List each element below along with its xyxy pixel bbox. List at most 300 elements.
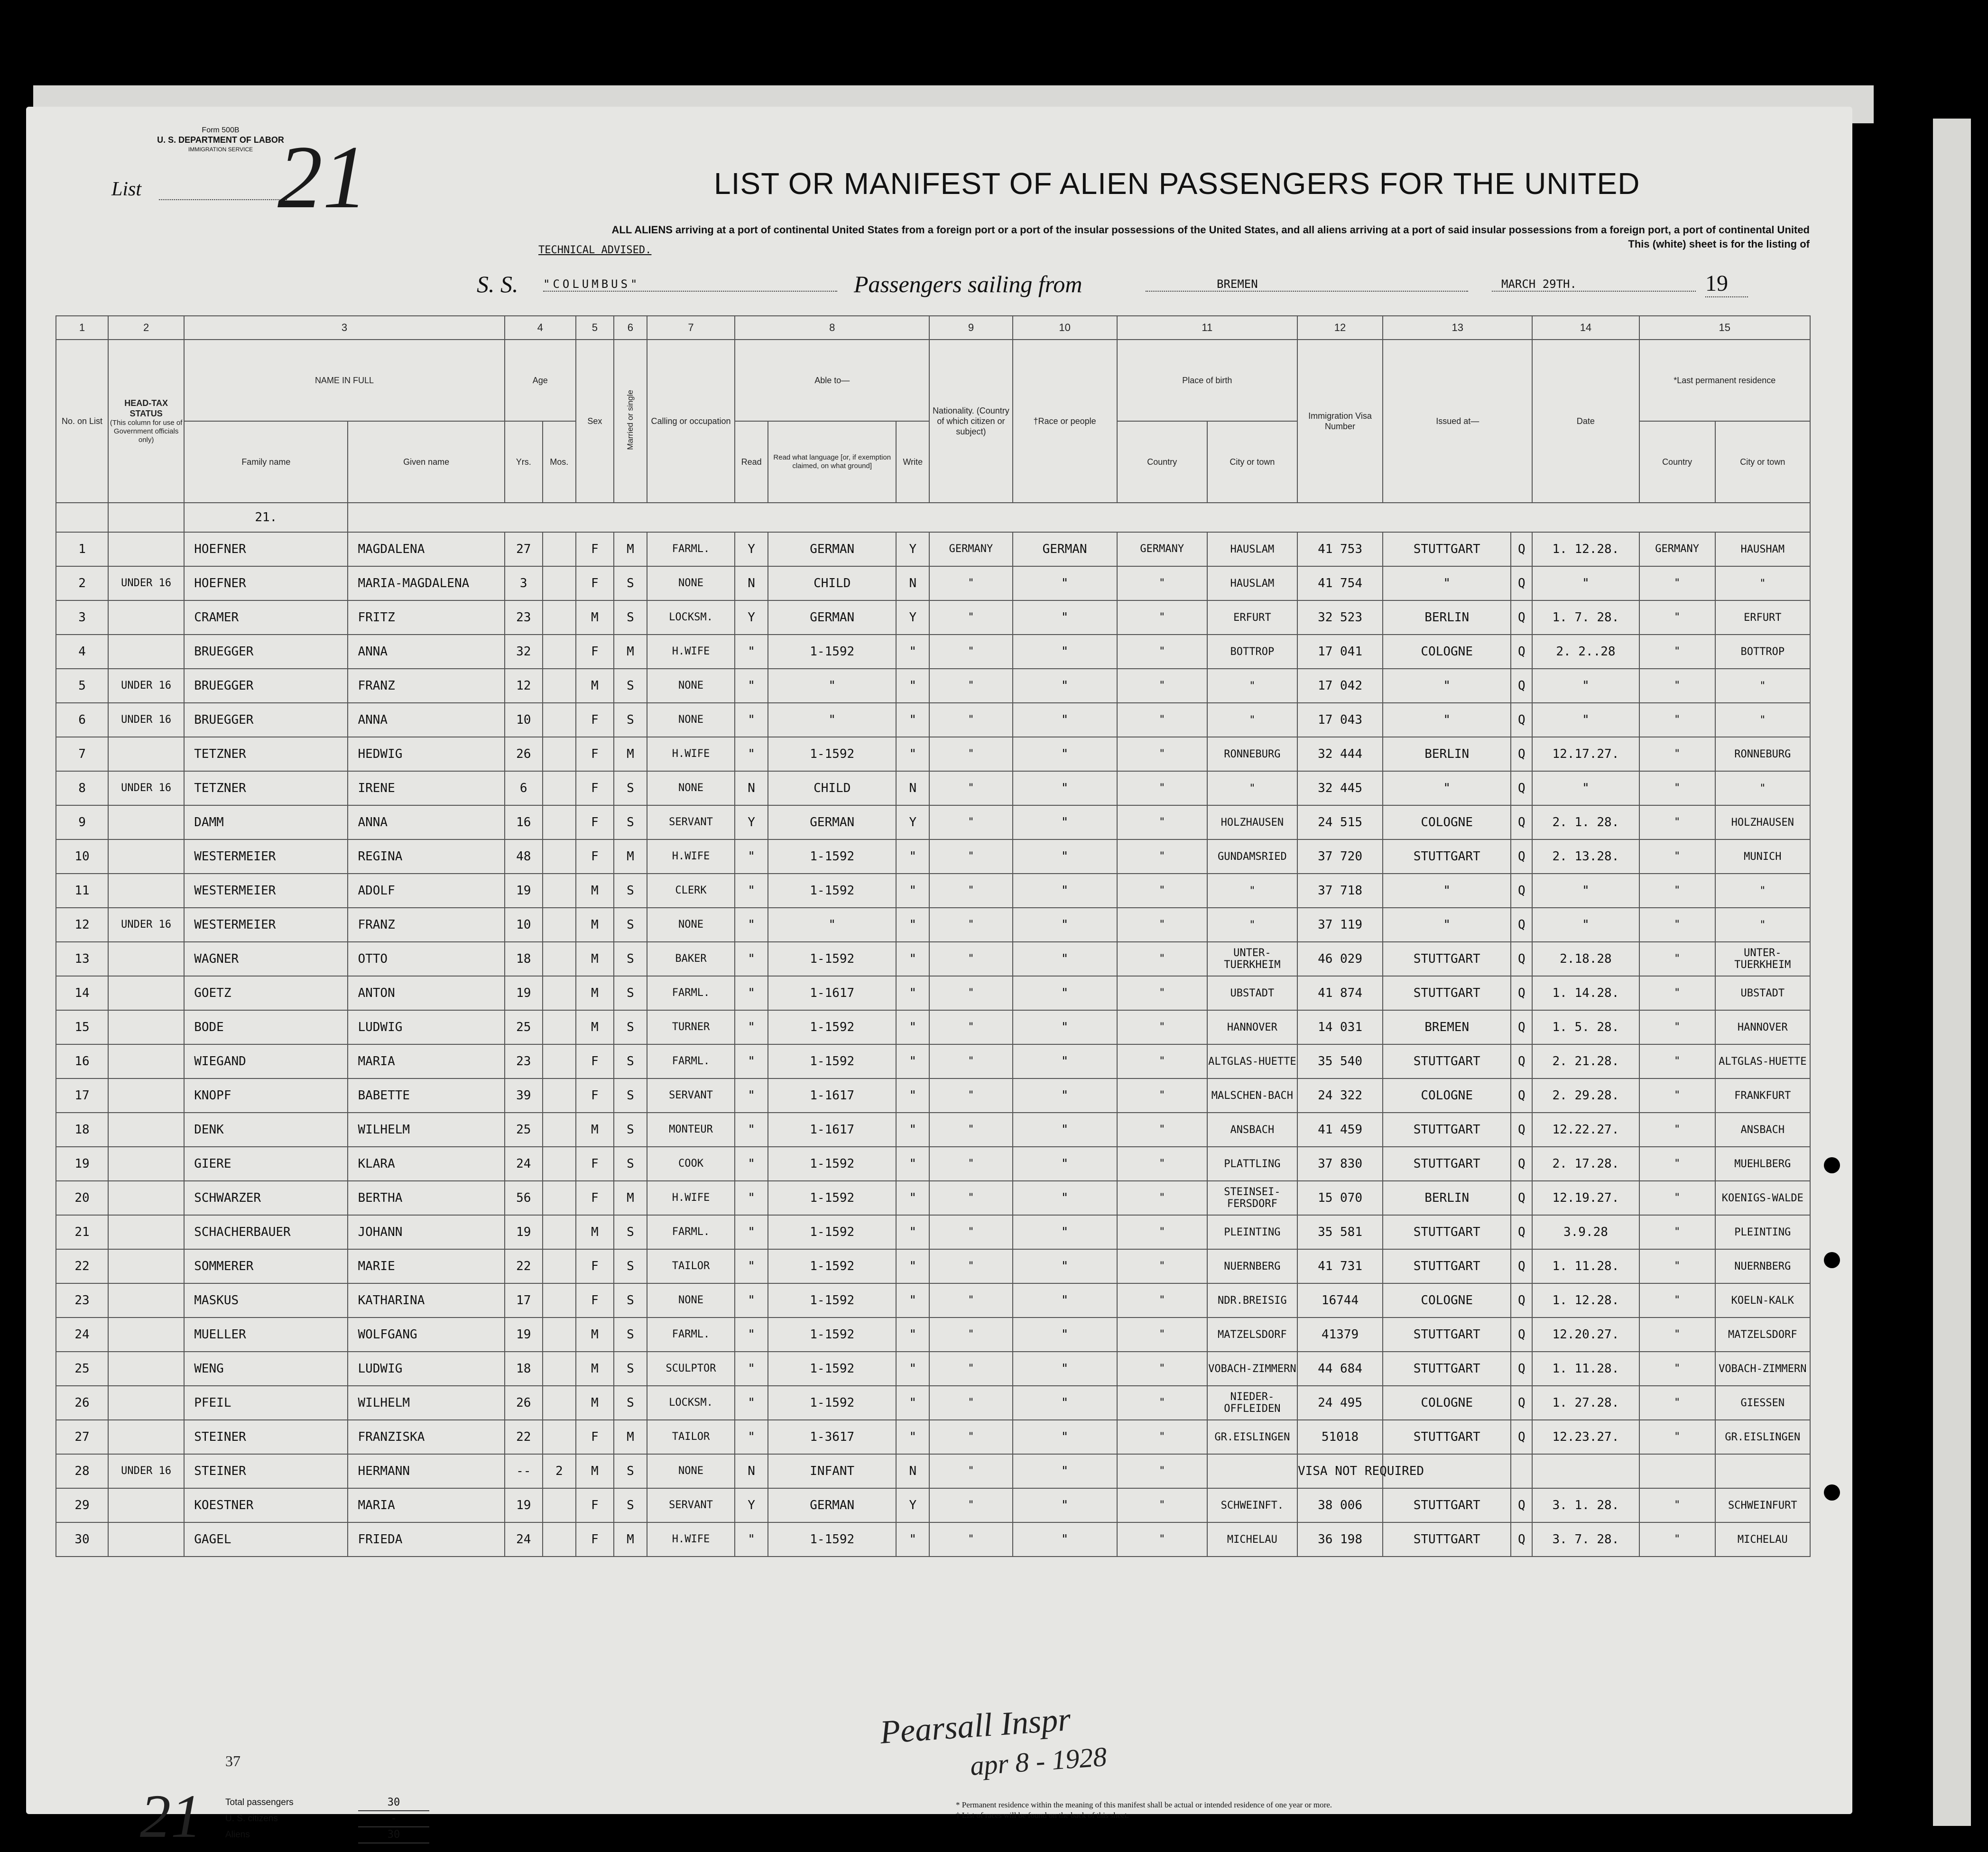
race-header: †Race or people [1013, 340, 1117, 503]
race-or-people: " [1013, 942, 1117, 976]
binder-hole [1824, 1252, 1840, 1268]
age-months [543, 600, 576, 635]
can-write: Y [896, 805, 929, 839]
birth-city: " [1207, 908, 1297, 942]
age-months [543, 703, 576, 737]
age-years: 10 [505, 703, 543, 737]
read-language: 1-1592 [768, 1147, 896, 1181]
row-number: 8 [56, 771, 108, 805]
age-years: 22 [505, 1249, 543, 1283]
race-or-people: " [1013, 805, 1117, 839]
technical-notice: TECHNICAL ADVISED. [538, 244, 652, 256]
departure-year: 19 [1705, 270, 1748, 297]
age-years: 48 [505, 839, 543, 874]
sex: F [576, 1522, 614, 1557]
race-or-people: " [1013, 1010, 1117, 1044]
birth-country: " [1117, 1352, 1207, 1386]
head-tax-status [108, 1078, 184, 1113]
family-name: SCHWARZER [184, 1181, 348, 1215]
nationality: " [929, 1318, 1012, 1352]
birth-city: NIEDER-OFFLEIDEN [1207, 1386, 1297, 1420]
head-tax-status: UNDER 16 [108, 566, 184, 600]
can-read: " [735, 1318, 768, 1352]
read-language: " [768, 669, 896, 703]
residence-country: " [1639, 1215, 1715, 1249]
read-language-header: Read what language [or, if exemption claimed, on what ground] [768, 421, 896, 503]
birth-country: " [1117, 1215, 1207, 1249]
birth-country-header: Country [1117, 421, 1207, 503]
marital-status: S [614, 566, 647, 600]
age-months [543, 1215, 576, 1249]
visa-date: 2. 21.28. [1532, 1044, 1639, 1078]
blank-cell [108, 503, 184, 532]
quota-mark: Q [1511, 532, 1532, 566]
age-months [543, 874, 576, 908]
age-years: 19 [505, 1488, 543, 1522]
visa-date: 2. 17.28. [1532, 1147, 1639, 1181]
married-header-text: Married or single [625, 390, 635, 450]
birth-country: " [1117, 566, 1207, 600]
issued-at: STUTTGART [1383, 1318, 1511, 1352]
occupation: NONE [647, 771, 735, 805]
residence-city: MICHELAU [1715, 1522, 1810, 1557]
age-years: 10 [505, 908, 543, 942]
table-row [56, 942, 1810, 976]
birth-country: " [1117, 1249, 1207, 1283]
visa-date: " [1532, 771, 1639, 805]
sex: F [576, 1283, 614, 1318]
read-language: 1-1592 [768, 874, 896, 908]
read-language: 1-1592 [768, 1044, 896, 1078]
residence-country: " [1639, 1352, 1715, 1386]
birth-city: NUERNBERG [1207, 1249, 1297, 1283]
read-language: 1-1592 [768, 1181, 896, 1215]
sex: F [576, 532, 614, 566]
age-months [543, 1181, 576, 1215]
family-name: BRUEGGER [184, 703, 348, 737]
marital-status: S [614, 874, 647, 908]
table-row [56, 1352, 1810, 1386]
quota-mark: Q [1511, 1044, 1532, 1078]
marital-status: M [614, 737, 647, 771]
occupation: H.WIFE [647, 635, 735, 669]
given-name: HERMANN [348, 1454, 504, 1488]
residence-country: " [1639, 839, 1715, 874]
aliens-value: 30 [358, 1827, 429, 1843]
can-write: " [896, 874, 929, 908]
residence-city: HANNOVER [1715, 1010, 1810, 1044]
age-years: 6 [505, 771, 543, 805]
can-read: " [735, 669, 768, 703]
race-or-people: " [1013, 669, 1117, 703]
table-row [56, 1420, 1810, 1454]
page-title: LIST OR MANIFEST OF ALIEN PASSENGERS FOR THE UNITED [714, 166, 1640, 201]
table-row [56, 737, 1810, 771]
visa-number: 41 874 [1297, 976, 1383, 1010]
passenger-totals [225, 1795, 429, 1843]
calling-header: Calling or occupation [647, 340, 735, 503]
quota-mark: Q [1511, 1078, 1532, 1113]
visa-number: 41 731 [1297, 1249, 1383, 1283]
visa-number: 41379 [1297, 1318, 1383, 1352]
quota-mark: Q [1511, 908, 1532, 942]
nationality: " [929, 1181, 1012, 1215]
visa-number: 14 031 [1297, 1010, 1383, 1044]
given-name: ANNA [348, 805, 504, 839]
can-read: Y [735, 532, 768, 566]
residence-city: " [1715, 669, 1810, 703]
table-row [56, 1522, 1810, 1557]
can-read: " [735, 908, 768, 942]
race-or-people: " [1013, 1215, 1117, 1249]
race-or-people: " [1013, 1113, 1117, 1147]
read-language: 1-1592 [768, 942, 896, 976]
row-number: 23 [56, 1283, 108, 1318]
residence-country: " [1639, 566, 1715, 600]
age-years: 23 [505, 600, 543, 635]
visa-number: 24 495 [1297, 1386, 1383, 1420]
race-or-people: " [1013, 1078, 1117, 1113]
sex: M [576, 1352, 614, 1386]
occupation: FARML. [647, 1215, 735, 1249]
table-row [56, 1044, 1810, 1078]
sex: F [576, 1147, 614, 1181]
row-number: 14 [56, 976, 108, 1010]
quota-mark: Q [1511, 942, 1532, 976]
family-name: STEINER [184, 1454, 348, 1488]
row-number: 29 [56, 1488, 108, 1522]
visa-date: 3.9.28 [1532, 1215, 1639, 1249]
can-write: " [896, 942, 929, 976]
binder-hole [1824, 1484, 1840, 1501]
nationality: " [929, 1283, 1012, 1318]
read-language: INFANT [768, 1454, 896, 1488]
can-read: " [735, 1249, 768, 1283]
family-name: PFEIL [184, 1386, 348, 1420]
row-number: 4 [56, 635, 108, 669]
visa-date: " [1532, 874, 1639, 908]
issued-at: BERLIN [1383, 1181, 1511, 1215]
row-number: 19 [56, 1147, 108, 1181]
given-name: FRANZ [348, 908, 504, 942]
head-tax-status [108, 1044, 184, 1078]
visa-number-header: Immigration Visa Number [1297, 340, 1383, 503]
race-or-people: " [1013, 1181, 1117, 1215]
race-or-people: " [1013, 771, 1117, 805]
table-row [56, 1215, 1810, 1249]
family-name: BRUEGGER [184, 669, 348, 703]
table-row [56, 1283, 1810, 1318]
age-years: 24 [505, 1147, 543, 1181]
table-row [56, 839, 1810, 874]
read-language: " [768, 908, 896, 942]
family-name: DENK [184, 1113, 348, 1147]
nationality: " [929, 1010, 1012, 1044]
table-row [56, 1488, 1810, 1522]
visa-number: 51018 [1297, 1420, 1383, 1454]
sex: M [576, 1386, 614, 1420]
occupation: SERVANT [647, 1078, 735, 1113]
visa-number: 32 444 [1297, 737, 1383, 771]
departure-date: MARCH 29TH. [1492, 277, 1696, 292]
read-language: CHILD [768, 566, 896, 600]
head-tax-header [108, 340, 184, 503]
age-months [543, 566, 576, 600]
col-num: 3 [184, 316, 505, 340]
birth-country: " [1117, 942, 1207, 976]
age-months [543, 1147, 576, 1181]
head-tax-status [108, 805, 184, 839]
visa-number: 38 006 [1297, 1488, 1383, 1522]
can-write: " [896, 737, 929, 771]
issued-at: BERLIN [1383, 600, 1511, 635]
race-or-people: " [1013, 1386, 1117, 1420]
race-or-people: " [1013, 1352, 1117, 1386]
birth-city: NDR.BREISIG [1207, 1283, 1297, 1318]
col-num: 8 [735, 316, 929, 340]
quota-mark: Q [1511, 1147, 1532, 1181]
birth-city: GUNDAMSRIED [1207, 839, 1297, 874]
race-or-people: " [1013, 874, 1117, 908]
head-tax-status [108, 874, 184, 908]
visa-date: " [1532, 566, 1639, 600]
row-number: 30 [56, 1522, 108, 1557]
family-name: WIEGAND [184, 1044, 348, 1078]
can-read: " [735, 839, 768, 874]
nationality: " [929, 874, 1012, 908]
birth-city: ERFURT [1207, 600, 1297, 635]
race-or-people: " [1013, 635, 1117, 669]
age-years: 18 [505, 1352, 543, 1386]
sex: M [576, 1318, 614, 1352]
race-or-people: " [1013, 1249, 1117, 1283]
birth-country: " [1117, 1283, 1207, 1318]
age-months [543, 1078, 576, 1113]
marital-status: S [614, 1215, 647, 1249]
race-or-people: " [1013, 600, 1117, 635]
can-write: N [896, 1454, 929, 1488]
head-tax-status [108, 1181, 184, 1215]
quota-mark: Q [1511, 874, 1532, 908]
visa-number: 32 523 [1297, 600, 1383, 635]
can-read: " [735, 703, 768, 737]
given-name: REGINA [348, 839, 504, 874]
sex: M [576, 942, 614, 976]
row-number: 18 [56, 1113, 108, 1147]
inspection-date: apr 8 - 1928 [969, 1741, 1108, 1781]
nationality: " [929, 703, 1012, 737]
can-write: " [896, 1283, 929, 1318]
can-write: " [896, 1078, 929, 1113]
age-years: 25 [505, 1010, 543, 1044]
can-write: " [896, 703, 929, 737]
read-language: CHILD [768, 771, 896, 805]
birth-country: " [1117, 874, 1207, 908]
given-name: WOLFGANG [348, 1318, 504, 1352]
given-name: WILHELM [348, 1386, 504, 1420]
row-number: 6 [56, 703, 108, 737]
row-number: 15 [56, 1010, 108, 1044]
nationality: " [929, 1215, 1012, 1249]
birth-city [1207, 1454, 1297, 1488]
age-header: Age [505, 340, 576, 421]
row-number: 20 [56, 1181, 108, 1215]
ship-name: "COLUMBUS" [543, 277, 837, 292]
residence-city: ALTGLAS-HUETTE [1715, 1044, 1810, 1078]
table-row [56, 600, 1810, 635]
occupation: H.WIFE [647, 1181, 735, 1215]
can-write: Y [896, 1488, 929, 1522]
col-num: 15 [1639, 316, 1810, 340]
quota-mark: Q [1511, 703, 1532, 737]
subtitle-line-1: ALL ALIENS arriving at a port of continental United States from a foreign port or a port of the insular possessions of the United States, and all aliens arriving at a port of said insular possessions from a foreign port, a port of continental United [611, 224, 1810, 236]
nationality: " [929, 566, 1012, 600]
head-tax-status: UNDER 16 [108, 703, 184, 737]
row-number: 26 [56, 1386, 108, 1420]
read-language: GERMAN [768, 532, 896, 566]
ss-label: S. S. [477, 271, 518, 297]
occupation: TAILOR [647, 1249, 735, 1283]
visa-date: 2. 1. 28. [1532, 805, 1639, 839]
birth-city: MICHELAU [1207, 1522, 1297, 1557]
read-language: 1-1592 [768, 737, 896, 771]
birth-city: PLEINTING [1207, 1215, 1297, 1249]
issued-at: COLOGNE [1383, 1078, 1511, 1113]
head-tax-status [108, 1249, 184, 1283]
occupation: FARML. [647, 976, 735, 1010]
age-years: 22 [505, 1420, 543, 1454]
quota-mark: Q [1511, 1283, 1532, 1318]
us-citizens-row [225, 1811, 429, 1827]
can-write: " [896, 1318, 929, 1352]
can-read: " [735, 1386, 768, 1420]
age-months [543, 737, 576, 771]
marital-status: S [614, 1283, 647, 1318]
race-or-people: " [1013, 1147, 1117, 1181]
total-passengers-row [225, 1795, 429, 1811]
form-department: U. S. DEPARTMENT OF LABOR [157, 135, 284, 145]
form-number: Form 500B [202, 126, 240, 134]
quota-mark: Q [1511, 635, 1532, 669]
can-write: " [896, 1044, 929, 1078]
residence-city: GR.EISLINGEN [1715, 1420, 1810, 1454]
adjacent-sheet-edge [1933, 119, 1971, 1826]
visa-number: 24 322 [1297, 1078, 1383, 1113]
birth-country: " [1117, 600, 1207, 635]
residence-city: " [1715, 771, 1810, 805]
issued-at: STUTTGART [1383, 1113, 1511, 1147]
residence-city: RONNEBURG [1715, 737, 1810, 771]
residence-country: GERMANY [1639, 532, 1715, 566]
occupation: LOCKSM. [647, 1386, 735, 1420]
age-months [543, 805, 576, 839]
sex: M [576, 600, 614, 635]
birth-city: SCHWEINFT. [1207, 1488, 1297, 1522]
given-name: FRANZ [348, 669, 504, 703]
aliens-label: Aliens [225, 1830, 250, 1840]
residence-city: GIESSEN [1715, 1386, 1810, 1420]
issued-at: STUTTGART [1383, 1352, 1511, 1386]
can-read: " [735, 1215, 768, 1249]
birth-city: HANNOVER [1207, 1010, 1297, 1044]
sex: M [576, 976, 614, 1010]
given-name: MARIA-MAGDALENA [348, 566, 504, 600]
given-name: ANTON [348, 976, 504, 1010]
race-or-people: " [1013, 908, 1117, 942]
col-num: 1 [56, 316, 108, 340]
race-or-people: " [1013, 737, 1117, 771]
head-tax-status [108, 839, 184, 874]
birth-country: " [1117, 1147, 1207, 1181]
quota-mark: Q [1511, 600, 1532, 635]
residence-city: NUERNBERG [1715, 1249, 1810, 1283]
can-read: " [735, 942, 768, 976]
list-number-handwritten: 21 [277, 128, 368, 227]
family-name-header: Family name [184, 421, 348, 503]
birth-country: " [1117, 1010, 1207, 1044]
family-name: HOEFNER [184, 566, 348, 600]
sex: F [576, 566, 614, 600]
marital-status: S [614, 703, 647, 737]
residence-city-header: City or town [1715, 421, 1810, 503]
head-tax-status [108, 976, 184, 1010]
sex: M [576, 1454, 614, 1488]
head-tax-status: UNDER 16 [108, 771, 184, 805]
can-write: " [896, 1522, 929, 1557]
row-number: 21 [56, 1215, 108, 1249]
sex: M [576, 1113, 614, 1147]
sailing-label: Passengers sailing from [854, 271, 1082, 297]
residence-country [1639, 1454, 1715, 1488]
residence-city: HOLZHAUSEN [1715, 805, 1810, 839]
read-language: 1-1592 [768, 1010, 896, 1044]
visa-number: 16744 [1297, 1283, 1383, 1318]
family-name: TETZNER [184, 771, 348, 805]
head-tax-status [108, 737, 184, 771]
birth-city: ANSBACH [1207, 1113, 1297, 1147]
can-write: Y [896, 532, 929, 566]
family-name: SOMMERER [184, 1249, 348, 1283]
birth-city: " [1207, 874, 1297, 908]
married-header [614, 340, 647, 503]
birth-city: HAUSLAM [1207, 532, 1297, 566]
quota-mark: Q [1511, 669, 1532, 703]
visa-date: 1. 7. 28. [1532, 600, 1639, 635]
occupation: BAKER [647, 942, 735, 976]
residence-country: " [1639, 1147, 1715, 1181]
race-or-people: " [1013, 1454, 1117, 1488]
read-language: 1-1617 [768, 1113, 896, 1147]
visa-number: 15 070 [1297, 1181, 1383, 1215]
birth-city: " [1207, 703, 1297, 737]
age-months [543, 839, 576, 874]
handwritten-list-number: 21 [140, 1782, 202, 1851]
given-name: ADOLF [348, 874, 504, 908]
issued-at: BREMEN [1383, 1010, 1511, 1044]
can-read: N [735, 566, 768, 600]
col-num: 2 [108, 316, 184, 340]
visa-number: 41 459 [1297, 1113, 1383, 1147]
sex: F [576, 1488, 614, 1522]
age-months [543, 669, 576, 703]
marital-status: S [614, 771, 647, 805]
family-name: CRAMER [184, 600, 348, 635]
birth-country: " [1117, 1386, 1207, 1420]
age-months [543, 942, 576, 976]
can-read: " [735, 1113, 768, 1147]
table-row [56, 1147, 1810, 1181]
visa-number: 37 119 [1297, 908, 1383, 942]
